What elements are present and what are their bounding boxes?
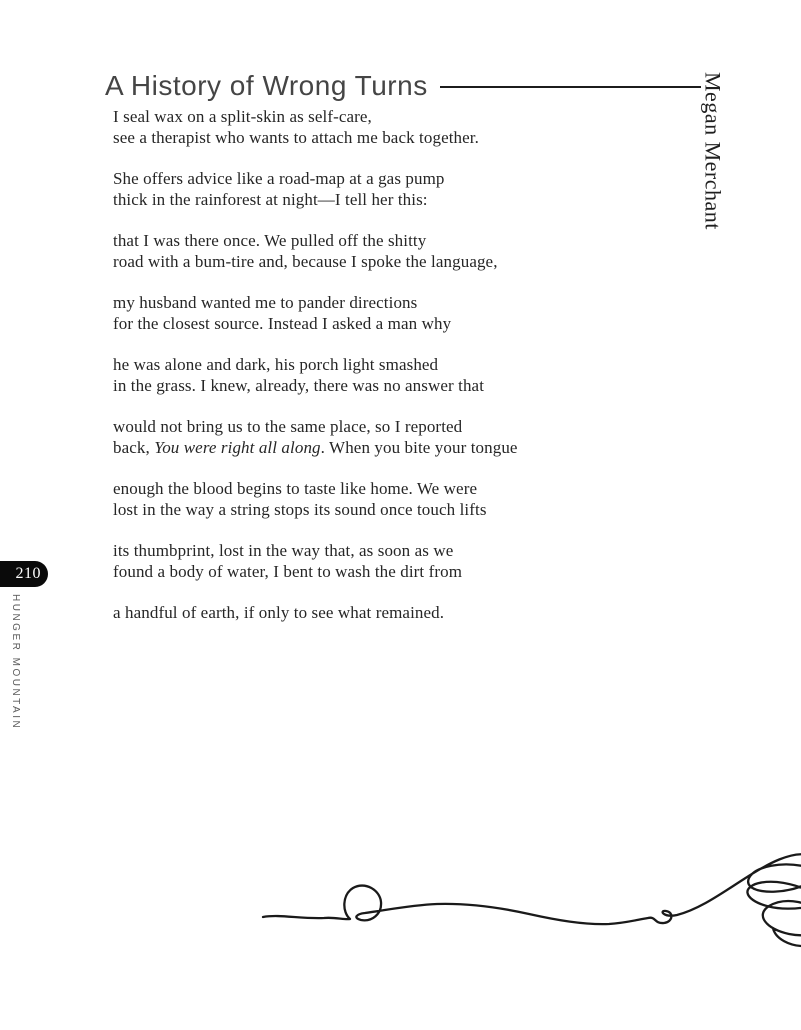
poem-line: he was alone and dark, his porch light smashed (113, 355, 439, 374)
title-rule-line (440, 86, 701, 88)
poem-line: She offers advice like a road-map at a gas pump (113, 169, 445, 188)
stanza (113, 478, 518, 520)
poem-line: road with a bum-tire and, because I spoke the language, (113, 252, 498, 271)
author-name-vertical: Megan Merchant (700, 72, 726, 230)
poem-line-segment: back, (113, 438, 155, 457)
poem-line: that I was there once. We pulled off the shitty (113, 231, 427, 250)
stanza (113, 292, 518, 334)
italic-quote: You were right all along (154, 438, 321, 457)
stanza (113, 602, 518, 623)
poem-line: my husband wanted me to pander directions (113, 293, 418, 312)
poem-line: for the closest source. Instead I asked a man why (113, 314, 452, 333)
poem-line-segment: . When you bite your tongue (320, 438, 518, 457)
poem-line (113, 437, 518, 458)
poem-line: in the grass. I knew, already, there was no answer that (113, 376, 485, 395)
string-tangle-drawing (258, 833, 801, 968)
page-number-tab: 210 (0, 561, 48, 587)
poem-line: I seal wax on a split-skin as self-care, (113, 107, 372, 126)
poem-line: lost in the way a string stops its sound once touch lifts (113, 500, 487, 519)
poem-line: thick in the rainforest at night—I tell her this: (113, 190, 428, 209)
journal-name-vertical: HUNGER MOUNTAIN (10, 594, 21, 731)
poem-line: see a therapist who wants to attach me back together. (113, 128, 479, 147)
stanza (113, 230, 518, 272)
poem-line: found a body of water, I bent to wash the dirt from (113, 562, 463, 581)
poem-line: a handful of earth, if only to see what remained. (113, 603, 445, 622)
stanza (113, 354, 518, 396)
stanza (113, 540, 518, 582)
poem-line: enough the blood begins to taste like home. We were (113, 479, 478, 498)
stanza (113, 106, 518, 148)
poem-line: would not bring us to the same place, so I reported (113, 417, 463, 436)
poem-line: its thumbprint, lost in the way that, as soon as we (113, 541, 454, 560)
poem-title: A History of Wrong Turns (105, 70, 428, 101)
poem-body (113, 106, 518, 643)
stanza (113, 168, 518, 210)
poem-header (105, 70, 701, 102)
stanza (113, 416, 518, 458)
